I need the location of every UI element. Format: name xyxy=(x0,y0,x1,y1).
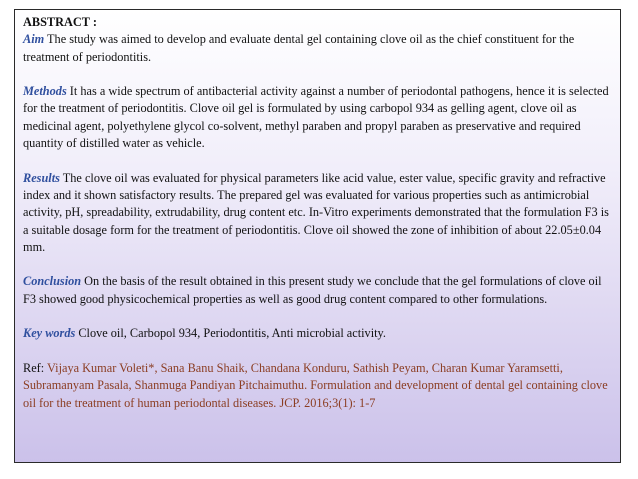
abstract-heading: ABSTRACT : xyxy=(23,15,97,29)
reference-prefix: Ref: xyxy=(23,360,48,375)
keywords-paragraph xyxy=(23,325,612,342)
results-paragraph xyxy=(23,170,612,256)
reference-text: Vijaya Kumar Voleti*, Sana Banu Shaik, Chandana Konduru, Sathish Peyam, Charan Kumar Yaramsetti, Subramanyam Pasala, Shanmuga Pandiyan Pitchaimuthu. Formulation and development of dental gel containing clove oil for the treatment of human periodontal diseases. JCP. 2016;3(1): 1-7 xyxy=(23,360,608,410)
results-text: The clove oil was evaluated for physical parameters like acid value, ester value, specific gravity and refractive index and it shown satisfactory results. The prepared gel was evaluated for various properties such as antimicrobial activity, pH, spreadability, extrudability, drug content etc. In-Vitro experiments demonstrated that the formulation F3 is a suitable dosage form for the treatment of periodontitis. Clove oil showed the zone of inhibition of about 22.05±0.04 mm. xyxy=(23,170,609,254)
conclusion-paragraph xyxy=(23,273,612,308)
conclusion-label: Conclusion xyxy=(23,274,82,289)
keywords-label: Key words xyxy=(23,326,76,341)
results-label: Results xyxy=(23,170,60,185)
keywords-text: Clove oil, Carbopol 934, Periodontitis, Anti microbial activity. xyxy=(75,326,386,341)
methods-text: It has a wide spectrum of antibacterial activity against a number of periodontal pathogens, hence it is selected for the treatment of periodontitis. Clove oil gel is formulated by using carbopol 934 as gelling agent, clove oil as medicinal agent, polyethylene glycol co-solvent, methyl paraben and propyl paraben as preservative and required quantity of distilled water as vehicle. xyxy=(23,84,609,151)
abstract-box xyxy=(14,9,621,463)
aim-text: The study was aimed to develop and evaluate dental gel containing clove oil as the chief constituent for the treatment of periodontitis. xyxy=(23,32,575,64)
aim-paragraph xyxy=(23,31,612,66)
methods-paragraph xyxy=(23,83,612,152)
conclusion-text: On the basis of the result obtained in this present study we conclude that the gel formulations of clove oil F3 showed good physicochemical properties as well as good drug content compared to other formulations. xyxy=(23,274,602,306)
aim-label: Aim xyxy=(23,32,45,47)
reference-paragraph xyxy=(23,360,612,412)
methods-label: Methods xyxy=(23,84,67,99)
